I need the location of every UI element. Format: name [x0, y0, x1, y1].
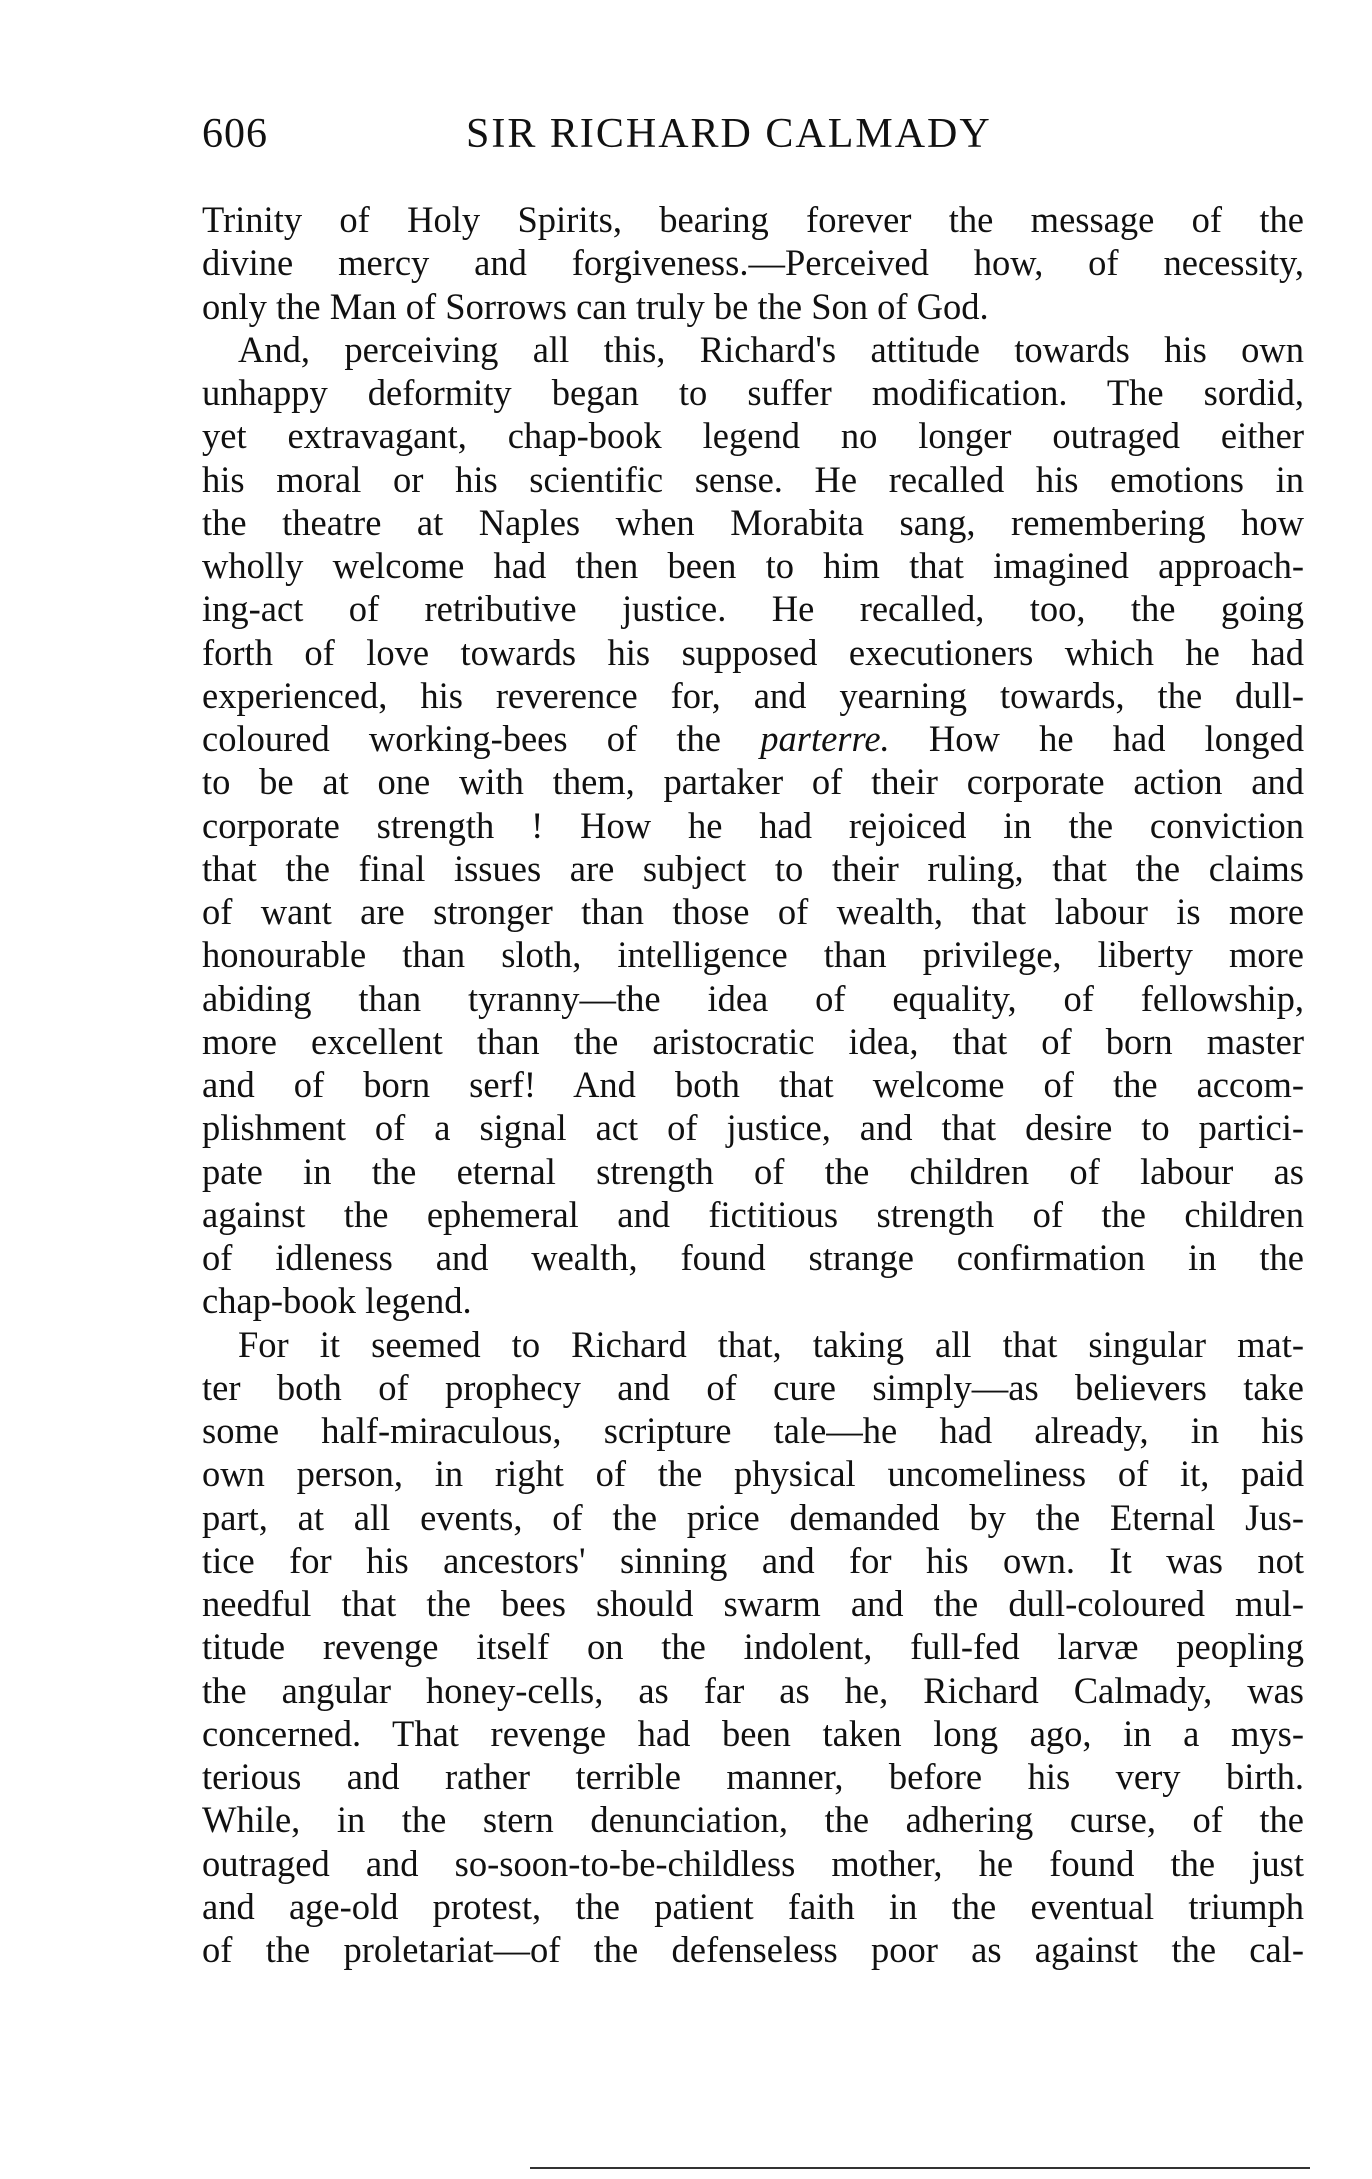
text-line: experienced, his reverence for, and yearning towards, the dull-: [202, 674, 1304, 716]
text-line: and of born serf! And both that welcome of the accom-: [202, 1064, 1304, 1105]
text-line: of want are stronger than those of wealth, that labour is more: [202, 891, 1304, 932]
text-line: yet extravagant, chap-book legend no longer outraged either: [202, 415, 1304, 457]
text-line: unhappy deformity began to suffer modification. The sordid,: [202, 372, 1304, 413]
text-line-with-italic: [202, 717, 1304, 760]
text-line: outraged and so-soon-to-be-childless mother, he found the just: [202, 1842, 1304, 1884]
text-line: own person, in right of the physical uncomeliness of it, paid: [202, 1453, 1304, 1495]
running-title: SIR RICHARD CALMADY: [466, 111, 992, 157]
text-line: wholly welcome had then been to him that imagined approach-: [202, 545, 1304, 586]
text-line: honourable than sloth, intelligence than privilege, liberty more: [202, 934, 1304, 976]
text-line: the theatre at Naples when Morabita sang, remembering how: [202, 501, 1304, 543]
body-text: [202, 198, 1304, 1971]
text-line: ing-act of retributive justice. He recalled, too, the going: [202, 588, 1304, 630]
text-line: pate in the eternal strength of the children of labour as: [202, 1150, 1304, 1192]
text-line: of the proletariat—of the defenseless poor as against the cal-: [202, 1929, 1304, 1970]
text-line: that the final issues are subject to their ruling, that the claims: [202, 847, 1304, 889]
text-line: Trinity of Holy Spirits, bearing forever the message of the: [202, 199, 1304, 240]
line-segment: coloured working-bees of the: [202, 718, 761, 759]
text-line: terious and rather terrible manner, before his very birth.: [202, 1756, 1304, 1797]
paragraph-start-line: For it seemed to Richard that, taking all that singular mat-: [238, 1323, 1304, 1365]
text-line: only the Man of Sorrows can truly be the Son of God.: [202, 285, 989, 327]
text-line: chap-book legend.: [202, 1280, 472, 1322]
text-line: divine mercy and forgiveness.—Perceived how, of necessity,: [202, 242, 1304, 284]
text-line: his moral or his scientific sense. He recalled his emotions in: [202, 458, 1304, 500]
text-line: of idleness and wealth, found strange confirmation in the: [202, 1237, 1304, 1278]
text-line: needful that the bees should swarm and the dull-coloured mul-: [202, 1583, 1304, 1624]
text-line: some half-miraculous, scripture tale—he had already, in his: [202, 1410, 1304, 1451]
running-head: [202, 108, 1304, 160]
text-line: abiding than tyranny—the idea of equality, of fellowship,: [202, 977, 1304, 1019]
text-line: concerned. That revenge had been taken long ago, in a mys-: [202, 1712, 1304, 1754]
text-line: forth of love towards his supposed executioners which he had: [202, 631, 1304, 673]
text-line: more excellent than the aristocratic idea, that of born master: [202, 1020, 1304, 1062]
text-line: corporate strength ! How he had rejoiced in the conviction: [202, 804, 1304, 846]
text-line: ter both of prophecy and of cure simply—as believers take: [202, 1366, 1304, 1408]
paragraph-start-line: And, perceiving all this, Richard's attitude towards his own: [238, 328, 1304, 370]
text-line: While, in the stern denunciation, the adhering curse, of the: [202, 1799, 1304, 1841]
text-line: tice for his ancestors' sinning and for his own. It was not: [202, 1539, 1304, 1581]
text-line: the angular honey-cells, as far as he, Richard Calmady, was: [202, 1669, 1304, 1711]
text-line: and age-old protest, the patient faith in the eventual triumph: [202, 1885, 1304, 1927]
text-line: plishment of a signal act of justice, and that desire to partici-: [202, 1107, 1304, 1149]
bottom-rule: [530, 2167, 1310, 2169]
page-number: 606: [202, 111, 268, 157]
text-line: titude revenge itself on the indolent, full-fed larvæ peopling: [202, 1626, 1304, 1668]
text-line: against the ephemeral and fictitious strength of the children: [202, 1193, 1304, 1235]
line-segment: How he had longed: [889, 718, 1304, 759]
text-line: part, at all events, of the price demanded by the Eternal Jus-: [202, 1496, 1304, 1538]
text-line: to be at one with them, partaker of their corporate action and: [202, 761, 1304, 803]
italic-word: parterre.: [760, 718, 890, 759]
